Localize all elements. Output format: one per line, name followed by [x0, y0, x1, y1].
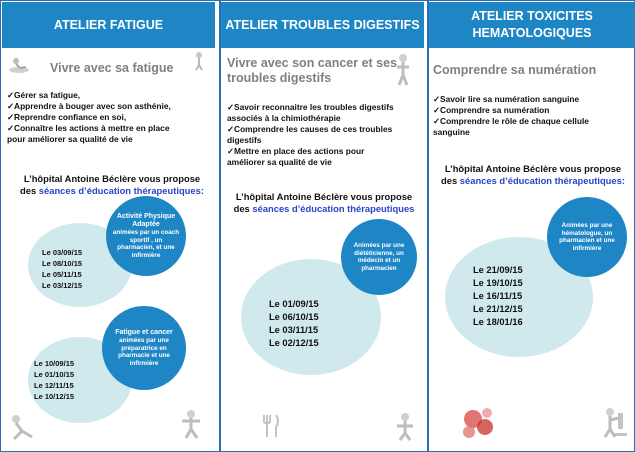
- objective-item: sanguine: [433, 127, 470, 137]
- intro-text: [12, 173, 212, 197]
- date-item: Le 03/09/15: [42, 248, 83, 257]
- session-description: animées par une préparatrice en pharmacie et une infirmière: [118, 337, 170, 367]
- session-description: Animées par une hématologue, un pharmacien et une infirmière: [559, 222, 615, 252]
- header-fatigue: ATELIER FATIGUE: [2, 2, 215, 48]
- intro-prefix: des: [20, 185, 39, 196]
- intro-line: L’hôpital Antoine Béclère vous propose: [444, 163, 622, 174]
- standing-figure-icon: [192, 51, 206, 71]
- header-line: HEMATOLOGIQUES: [472, 26, 592, 40]
- sessions-link-text: séances d’éducation thérapeutiques:: [459, 175, 625, 186]
- session-bubble: [341, 219, 417, 295]
- objective-item: ✓Savoir lire sa numération sanguine: [433, 94, 580, 104]
- objective-item: associés à la chimiothérapie: [227, 113, 341, 123]
- session-title: Activité Physique Adaptée: [116, 212, 176, 228]
- objective-item: ✓Reprendre confiance en soi,: [7, 112, 127, 122]
- objective-item: digestifs: [227, 135, 262, 145]
- subtitle-line: troubles digestifs: [227, 71, 332, 85]
- session-title: Fatigue et cancer: [115, 328, 173, 336]
- date-item: Le 16/11/15: [473, 291, 523, 301]
- date-item: Le 21/09/15: [473, 265, 523, 275]
- objective-item: ✓Comprendre sa numération: [433, 105, 550, 115]
- header-line: ATELIER TOXICITES: [471, 9, 593, 23]
- date-item: Le 18/01/16: [473, 317, 523, 327]
- intro-prefix: des: [233, 203, 253, 214]
- intro-line: [12, 185, 212, 197]
- date-item: Le 05/11/15: [42, 270, 82, 279]
- session-bubble: [547, 197, 627, 277]
- sessions-link-text: séances d’éducation thérapeutiques: [252, 203, 415, 214]
- chef-figure-icon: [391, 411, 419, 441]
- intro-text: [225, 191, 423, 215]
- date-item: Le 10/12/15: [34, 392, 75, 401]
- standing-figure-icon: [393, 53, 413, 87]
- column-fatigue: [2, 1, 215, 452]
- session-bubble: [102, 306, 186, 390]
- objective-item: ✓Mettre en place des actions pour: [227, 146, 365, 156]
- intro-line: L’hôpital Antoine Béclère vous propose: [235, 191, 413, 202]
- exercise-figure-icon: [178, 409, 204, 439]
- date-item: Le 03/12/15: [42, 281, 83, 290]
- session-description: animées par un coach sportif , un pharmacien, et une infirmière: [112, 229, 180, 259]
- column-hematologic: [427, 1, 635, 452]
- figure-icon: [8, 56, 30, 74]
- intro-prefix: des: [441, 175, 460, 186]
- objective-item: améliorer sa qualité de vie: [227, 157, 332, 167]
- objectives-list: [227, 102, 394, 168]
- objective-item: ✓Connaître les actions à mettre en place: [7, 123, 170, 133]
- stretching-figure-icon: [8, 413, 36, 441]
- subtitle-fatigue: Vivre avec sa fatigue: [50, 61, 174, 75]
- subtitle-digestive: [227, 56, 397, 86]
- objectives-list: [433, 94, 589, 138]
- blood-cells-icon: [459, 403, 499, 441]
- subtitle-line: Vivre avec son cancer et ses: [227, 56, 398, 70]
- sessions-link-text: séances d’éducation thérapeutiques:: [38, 185, 204, 196]
- dates-list: [473, 264, 523, 329]
- objective-item: ✓Gérer sa fatigue,: [7, 90, 81, 100]
- dates-list: [269, 298, 319, 350]
- date-item: Le 19/10/15: [473, 278, 523, 288]
- utensils-icon: [261, 413, 281, 439]
- date-item: Le 06/10/15: [269, 312, 319, 322]
- objective-item: pour améliorer sa qualité de vie: [7, 134, 133, 144]
- header-digestive: ATELIER TROUBLES DIGESTIFS: [221, 2, 424, 48]
- intro-line: [433, 175, 633, 187]
- column-digestive: [219, 1, 424, 452]
- date-item: Le 02/12/15: [269, 338, 319, 348]
- date-item: Le 01/09/15: [269, 299, 319, 309]
- microscope-figure-icon: [599, 405, 629, 439]
- header-hematologic: [429, 2, 635, 48]
- date-item: Le 03/11/15: [269, 325, 319, 335]
- objective-item: ✓Comprendre le rôle de chaque cellule: [433, 116, 589, 126]
- dates-list: [34, 358, 74, 402]
- session-description: Animées par une diététicienne, un médecin et un pharmacien: [353, 242, 405, 272]
- intro-text: [433, 163, 633, 187]
- dates-list: [42, 247, 82, 291]
- date-item: Le 10/09/15: [34, 359, 75, 368]
- intro-line: [225, 203, 423, 215]
- date-item: Le 08/10/15: [42, 259, 83, 268]
- objective-item: ✓Apprendre à bouger avec son asthénie,: [7, 101, 171, 111]
- subtitle-hematologic: Comprendre sa numération: [433, 63, 597, 77]
- intro-line: L’hôpital Antoine Béclère vous propose: [23, 173, 201, 184]
- date-item: Le 12/11/15: [34, 381, 74, 390]
- session-bubble: [106, 196, 186, 276]
- objective-item: ✓Comprendre les causes de ces troubles: [227, 124, 393, 134]
- objectives-list: [7, 90, 171, 145]
- date-item: Le 01/10/15: [34, 370, 75, 379]
- objective-item: ✓Savoir reconnaitre les troubles digestifs: [227, 102, 394, 112]
- date-item: Le 21/12/15: [473, 304, 523, 314]
